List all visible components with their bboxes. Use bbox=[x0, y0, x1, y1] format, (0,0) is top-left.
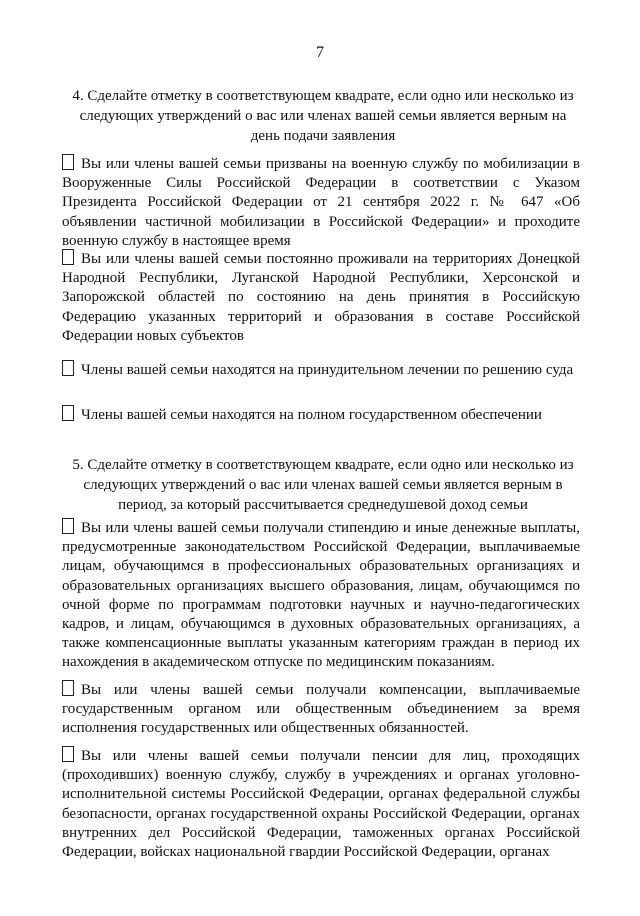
page-number: 7 bbox=[316, 44, 324, 61]
item-text: Члены вашей семьи находятся на принудительном лечении по решению суда bbox=[81, 362, 574, 378]
section-4-item-2 bbox=[62, 249, 580, 346]
checkbox[interactable] bbox=[62, 746, 74, 762]
item-text: Вы или члены вашей семьи призваны на военную службу по мобилизации в Вооруженные Силы Российской Федерации в соответствии с Указом Президента Российской Федерации от 21 сентября 2022 г. № 647 «Об объявлении частичной мобилизации в Российской Федерации» и проходите военную службу в настоящее время bbox=[62, 156, 580, 249]
section-4-item-1 bbox=[62, 154, 580, 251]
section-5-item-1 bbox=[62, 518, 580, 673]
checkbox[interactable] bbox=[62, 680, 74, 696]
item-text: Вы или члены вашей семьи получали стипендию и иные денежные выплаты, предусмотренные законодательством Российской Федерации, выплачиваемые лицам, обучающимся в профессиональных образовательных организациях и образовательных организациях высшего образования, лицам, обучающимся по очной форме по программам подготовки научных и научно-педагогических кадров, и лицам, обучающимся в духовных образовательных организациях, а также компенсационные выплаты указанным категориям граждан в период их нахождения в академическом отпуске по медицинским показаниям. bbox=[62, 520, 580, 671]
item-text: Вы или члены вашей семьи постоянно проживали на территориях Донецкой Народной Республики, Луганской Народной Республики, Херсонской и Запорожской областей по состоянию на день принятия в Российскую Федерацию указанных территорий и образования в составе Российской Федерации новых субъектов bbox=[62, 251, 580, 344]
checkbox[interactable] bbox=[62, 249, 74, 265]
section-4-item-3 bbox=[62, 360, 580, 380]
item-text: Вы или члены вашей семьи получали компенсации, выплачиваемые государственным органом или общественным объединением за время исполнения государственных или общественных обязанностей. bbox=[62, 682, 580, 737]
section-5-heading: 5. Сделайте отметку в соответствующем квадрате, если одно или несколько из следующих утверждений о вас или членах вашей семьи является верным в период, за который рассчитывается среднедушевой доход семьи bbox=[72, 457, 574, 513]
section-4-heading: 4. Сделайте отметку в соответствующем квадрате, если одно или несколько из следующих утверждений о вас или членах вашей семьи является верным на день подачи заявления bbox=[72, 88, 574, 144]
checkbox[interactable] bbox=[62, 518, 74, 534]
item-text: Члены вашей семьи находятся на полном государственном обеспечении bbox=[81, 407, 542, 423]
checkbox[interactable] bbox=[62, 360, 74, 376]
checkbox[interactable] bbox=[62, 154, 74, 170]
section-4-item-4 bbox=[62, 405, 580, 425]
checkbox[interactable] bbox=[62, 405, 74, 421]
item-text: Вы или члены вашей семьи получали пенсии для лиц, проходящих (проходивших) военную службу, службу в учреждениях и органах уголовно-исполнительной системы Российской Федерации, органах федеральной службы безопасности, органах государственной охраны Российской Федерации, органах внутренних дел Российской Федерации, таможенных органах Российской Федерации, войсках национальной гвардии Российской Федерации, органах bbox=[62, 748, 580, 861]
section-5-item-2 bbox=[62, 680, 580, 739]
section-5-item-3 bbox=[62, 746, 580, 862]
